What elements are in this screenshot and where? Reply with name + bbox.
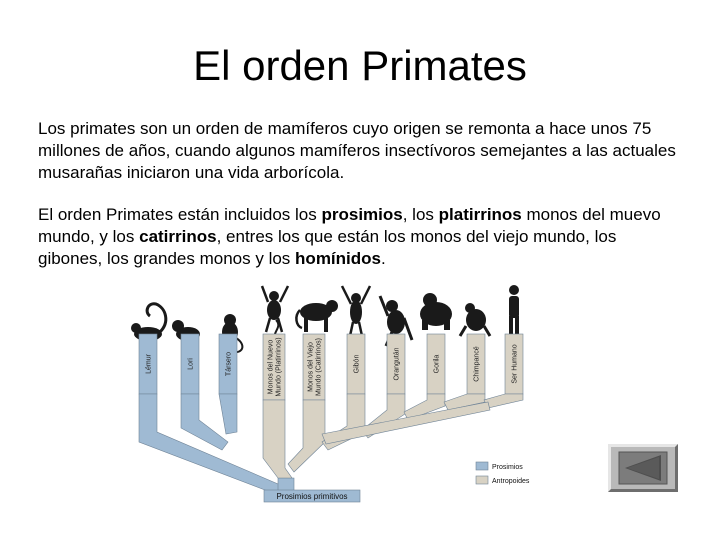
primate-phylogenetic-tree	[118, 282, 558, 512]
human-silhouette	[509, 285, 519, 336]
paragraph-text: , entres los que están los monos del viejo mundo, los gibones, los grandes monos y los	[38, 227, 617, 268]
root-label: Prosimios primitivos	[276, 492, 348, 501]
legend-label: Prosimios	[492, 464, 523, 471]
term-hominidos: homínidos	[295, 249, 381, 268]
back-nav-button[interactable]	[608, 444, 678, 492]
tree-branches	[139, 334, 523, 502]
old-world-monkey-silhouette	[296, 300, 338, 332]
legend-swatch	[476, 476, 488, 484]
intro-paragraph: Los primates son un orden de mamíferos cuyo origen se remonta a hace unos 75 millones de años, cuando algunos mamíferos insectívoros semejantes a las actuales musarañas iniciaron una vida arborícola.	[38, 119, 676, 182]
triangle-left-icon	[611, 447, 675, 489]
paragraph-text: El orden Primates están incluidos los	[38, 205, 322, 224]
legend	[476, 462, 530, 485]
paragraph-text: .	[381, 249, 386, 268]
paragraph-text: monos del muevo mundo, y los	[38, 205, 661, 246]
term-prosimios: prosimios	[321, 205, 403, 224]
branch-labels	[146, 337, 519, 501]
branch-segment	[219, 394, 237, 434]
branch-label: Chimpancé	[473, 346, 481, 382]
paragraph-text: , los	[402, 205, 439, 224]
branch-segment	[263, 400, 292, 478]
branch-label: Gorila	[433, 354, 441, 374]
term-catirrinos: catirrinos	[139, 227, 217, 246]
classification-paragraph	[38, 204, 678, 270]
branch-segment	[288, 400, 325, 472]
tree-diagram	[118, 282, 558, 512]
slide-title: El orden Primates	[193, 42, 527, 89]
branch-label: Lori	[187, 358, 195, 370]
gorilla-silhouette	[420, 293, 452, 330]
gibbon-silhouette	[342, 286, 370, 336]
chimpanzee-silhouette	[460, 303, 490, 336]
branch-label: Lémur	[145, 354, 153, 374]
branch-label: Monos del NuevoMundo (Platirrinos)	[267, 337, 283, 397]
new-world-monkey-silhouette	[262, 286, 288, 342]
branch-label: Gibón	[353, 354, 361, 374]
legend-label: Antropoides	[492, 478, 530, 485]
branch-label: Monos del ViejoMundo (Catirrinos)	[307, 338, 323, 396]
branch-label: Társero	[225, 351, 233, 377]
term-platirrinos: platirrinos	[438, 205, 522, 224]
branch-label: Ser Humano	[511, 344, 519, 384]
branch-label: Orangután	[393, 347, 401, 381]
branch-segment	[484, 394, 523, 408]
legend-swatch	[476, 462, 488, 470]
